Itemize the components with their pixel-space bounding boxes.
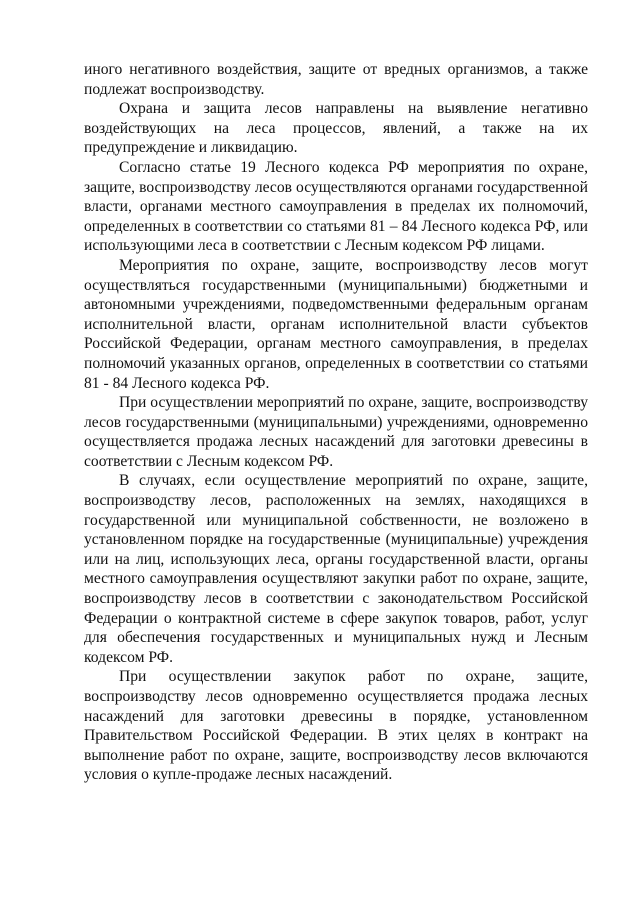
document-page	[84, 60, 588, 785]
paragraph-procurement-cases: В случаях, если осуществление мероприятий по охране, защите, воспроизводству лесов, расположенных на землях, находящихся в государственной или муниципальной собственности, не возложено в установленном порядке на государственные (муниципальные) учреждения или на лиц, использующих леса, органы государственной власти, органы местного самоуправления осуществляют закупки работ по охране, защите, воспроизводству лесов в соответствии с законодательством Российской Федерации о контрактной системе в сфере закупок товаров, работ, услуг для обеспечения государственных и муниципальных нужд и Лесным кодексом РФ.	[84, 472, 588, 666]
paragraph-protection-goals: Охрана и защита лесов направлены на выявление негативно воздействующих на леса процессов, явлений, а также на их предупреждение и ликвидацию.	[84, 100, 588, 157]
paragraph-article-19: Согласно статье 19 Лесного кодекса РФ мероприятия по охране, защите, воспроизводству лесов осуществляются органами государственной власти, органами местного самоуправления в пределах их полномочий, определенных в соответствии со статьями 81 – 84 Лесного кодекса РФ, или использующими леса в соответствии с Лесным кодексом РФ лицами.	[84, 158, 588, 255]
paragraph-procurement-sale: При осуществлении закупок работ по охране, защите, воспроизводству лесов одновременно осуществляется продажа лесных насаждений для заготовки древесины в порядке, установленном Правительством Российской Федерации. В этих целях в контракт на выполнение работ по охране, защите, воспроизводству лесов включаются условия о купле-продаже лесных насаждений.	[84, 668, 588, 784]
paragraph-institutions: Мероприятия по охране, защите, воспроизводству лесов могут осуществляться государственными (муниципальными) бюджетными и автономными учреждениями, подведомственными федеральным органам исполнительной власти, органам исполнительной власти субъектов Российской Федерации, органам местного самоуправления, в пределах полномочий указанных органов, определенных в соответствии со статьями 81 - 84 Лесного кодекса РФ.	[84, 256, 588, 392]
paragraph-sale-of-plantings: При осуществлении мероприятий по охране, защите, воспроизводству лесов государственными (муниципальными) учреждениями, одновременно осуществляется продажа лесных насаждений для заготовки древесины в соответствии с Лесным кодексом РФ.	[84, 394, 588, 470]
paragraph-continuation: иного негативного воздействия, защите от вредных организмов, а также подлежат воспроизводству.	[84, 61, 588, 98]
